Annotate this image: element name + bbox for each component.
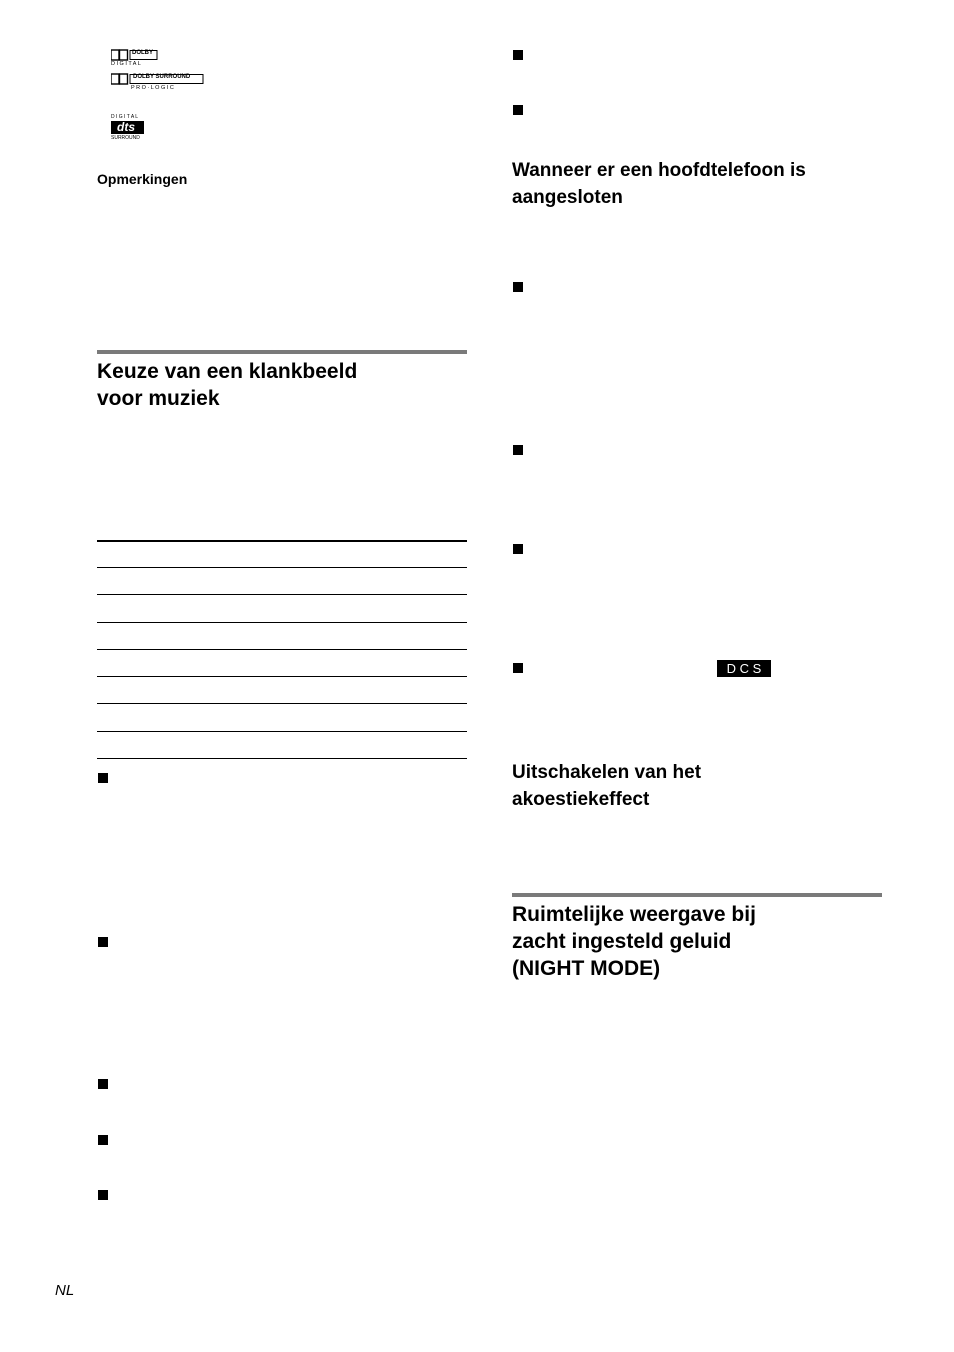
dolby-top-text: DOLBY: [132, 50, 153, 56]
table-row-rule: [97, 676, 467, 677]
night-heading-line3: (NIGHT MODE): [512, 957, 661, 980]
music-heading-line2: voor muziek: [97, 387, 220, 410]
table-row-rule: [97, 703, 467, 704]
bullet-square-icon: [513, 544, 523, 554]
section-rule-music: [97, 350, 467, 354]
table-bottom-rule: [97, 758, 467, 759]
dolby-surround-bottom-text: P R O · L O G I C: [131, 85, 174, 91]
bullet-square-icon: [98, 1079, 108, 1089]
effect-off-heading: [512, 759, 892, 813]
headphone-heading-line1: Wanneer er een hoofdtelefoon is: [512, 160, 806, 181]
dts-logo: [111, 114, 151, 142]
music-heading-line1: Keuze van een klankbeeld: [97, 360, 358, 383]
bullet-square-icon: [513, 105, 523, 115]
effect-off-heading-line1: Uitschakelen van het: [512, 762, 702, 783]
dolby-surround-top-text: DOLBY SURROUND: [133, 74, 191, 80]
table-row-rule: [97, 731, 467, 732]
notes-heading: Opmerkingen: [97, 171, 188, 187]
table-top-rule: [97, 540, 467, 542]
dolby-digital-logo: [111, 49, 171, 69]
bullet-square-icon: [98, 1135, 108, 1145]
bullet-square-icon: [513, 663, 523, 673]
dcs-badge: [717, 660, 771, 677]
bullet-square-icon: [513, 282, 523, 292]
page-language-label: NL: [55, 1282, 75, 1299]
bullet-square-icon: [98, 1190, 108, 1200]
headphone-heading-line2: aangesloten: [512, 187, 623, 208]
table-row-rule: [97, 567, 467, 568]
dolby-surround-logo: [111, 73, 211, 93]
night-mode-heading: [512, 901, 892, 982]
music-section-heading: [97, 358, 467, 412]
dts-top-text: D I G I T A L: [111, 114, 139, 120]
effect-off-heading-line2: akoestiekeffect: [512, 789, 650, 810]
table-row-rule: [97, 622, 467, 623]
dcs-badge-text: D C S: [726, 661, 762, 676]
table-row-rule: [97, 594, 467, 595]
night-heading-line2: zacht ingesteld geluid: [512, 930, 732, 953]
night-heading-line1: Ruimtelijke weergave bij: [512, 903, 756, 926]
dts-bottom-text: SURROUND: [111, 135, 140, 141]
bullet-square-icon: [513, 445, 523, 455]
bullet-square-icon: [98, 937, 108, 947]
dts-mark: [111, 121, 144, 134]
section-rule-night: [512, 893, 882, 897]
table-row-rule: [97, 649, 467, 650]
bullet-square-icon: [513, 50, 523, 60]
headphone-heading: [512, 157, 892, 211]
bullet-square-icon: [98, 773, 108, 783]
dts-mark-text: dts: [117, 120, 135, 134]
dolby-bottom-text: D I G I T A L: [111, 61, 141, 67]
